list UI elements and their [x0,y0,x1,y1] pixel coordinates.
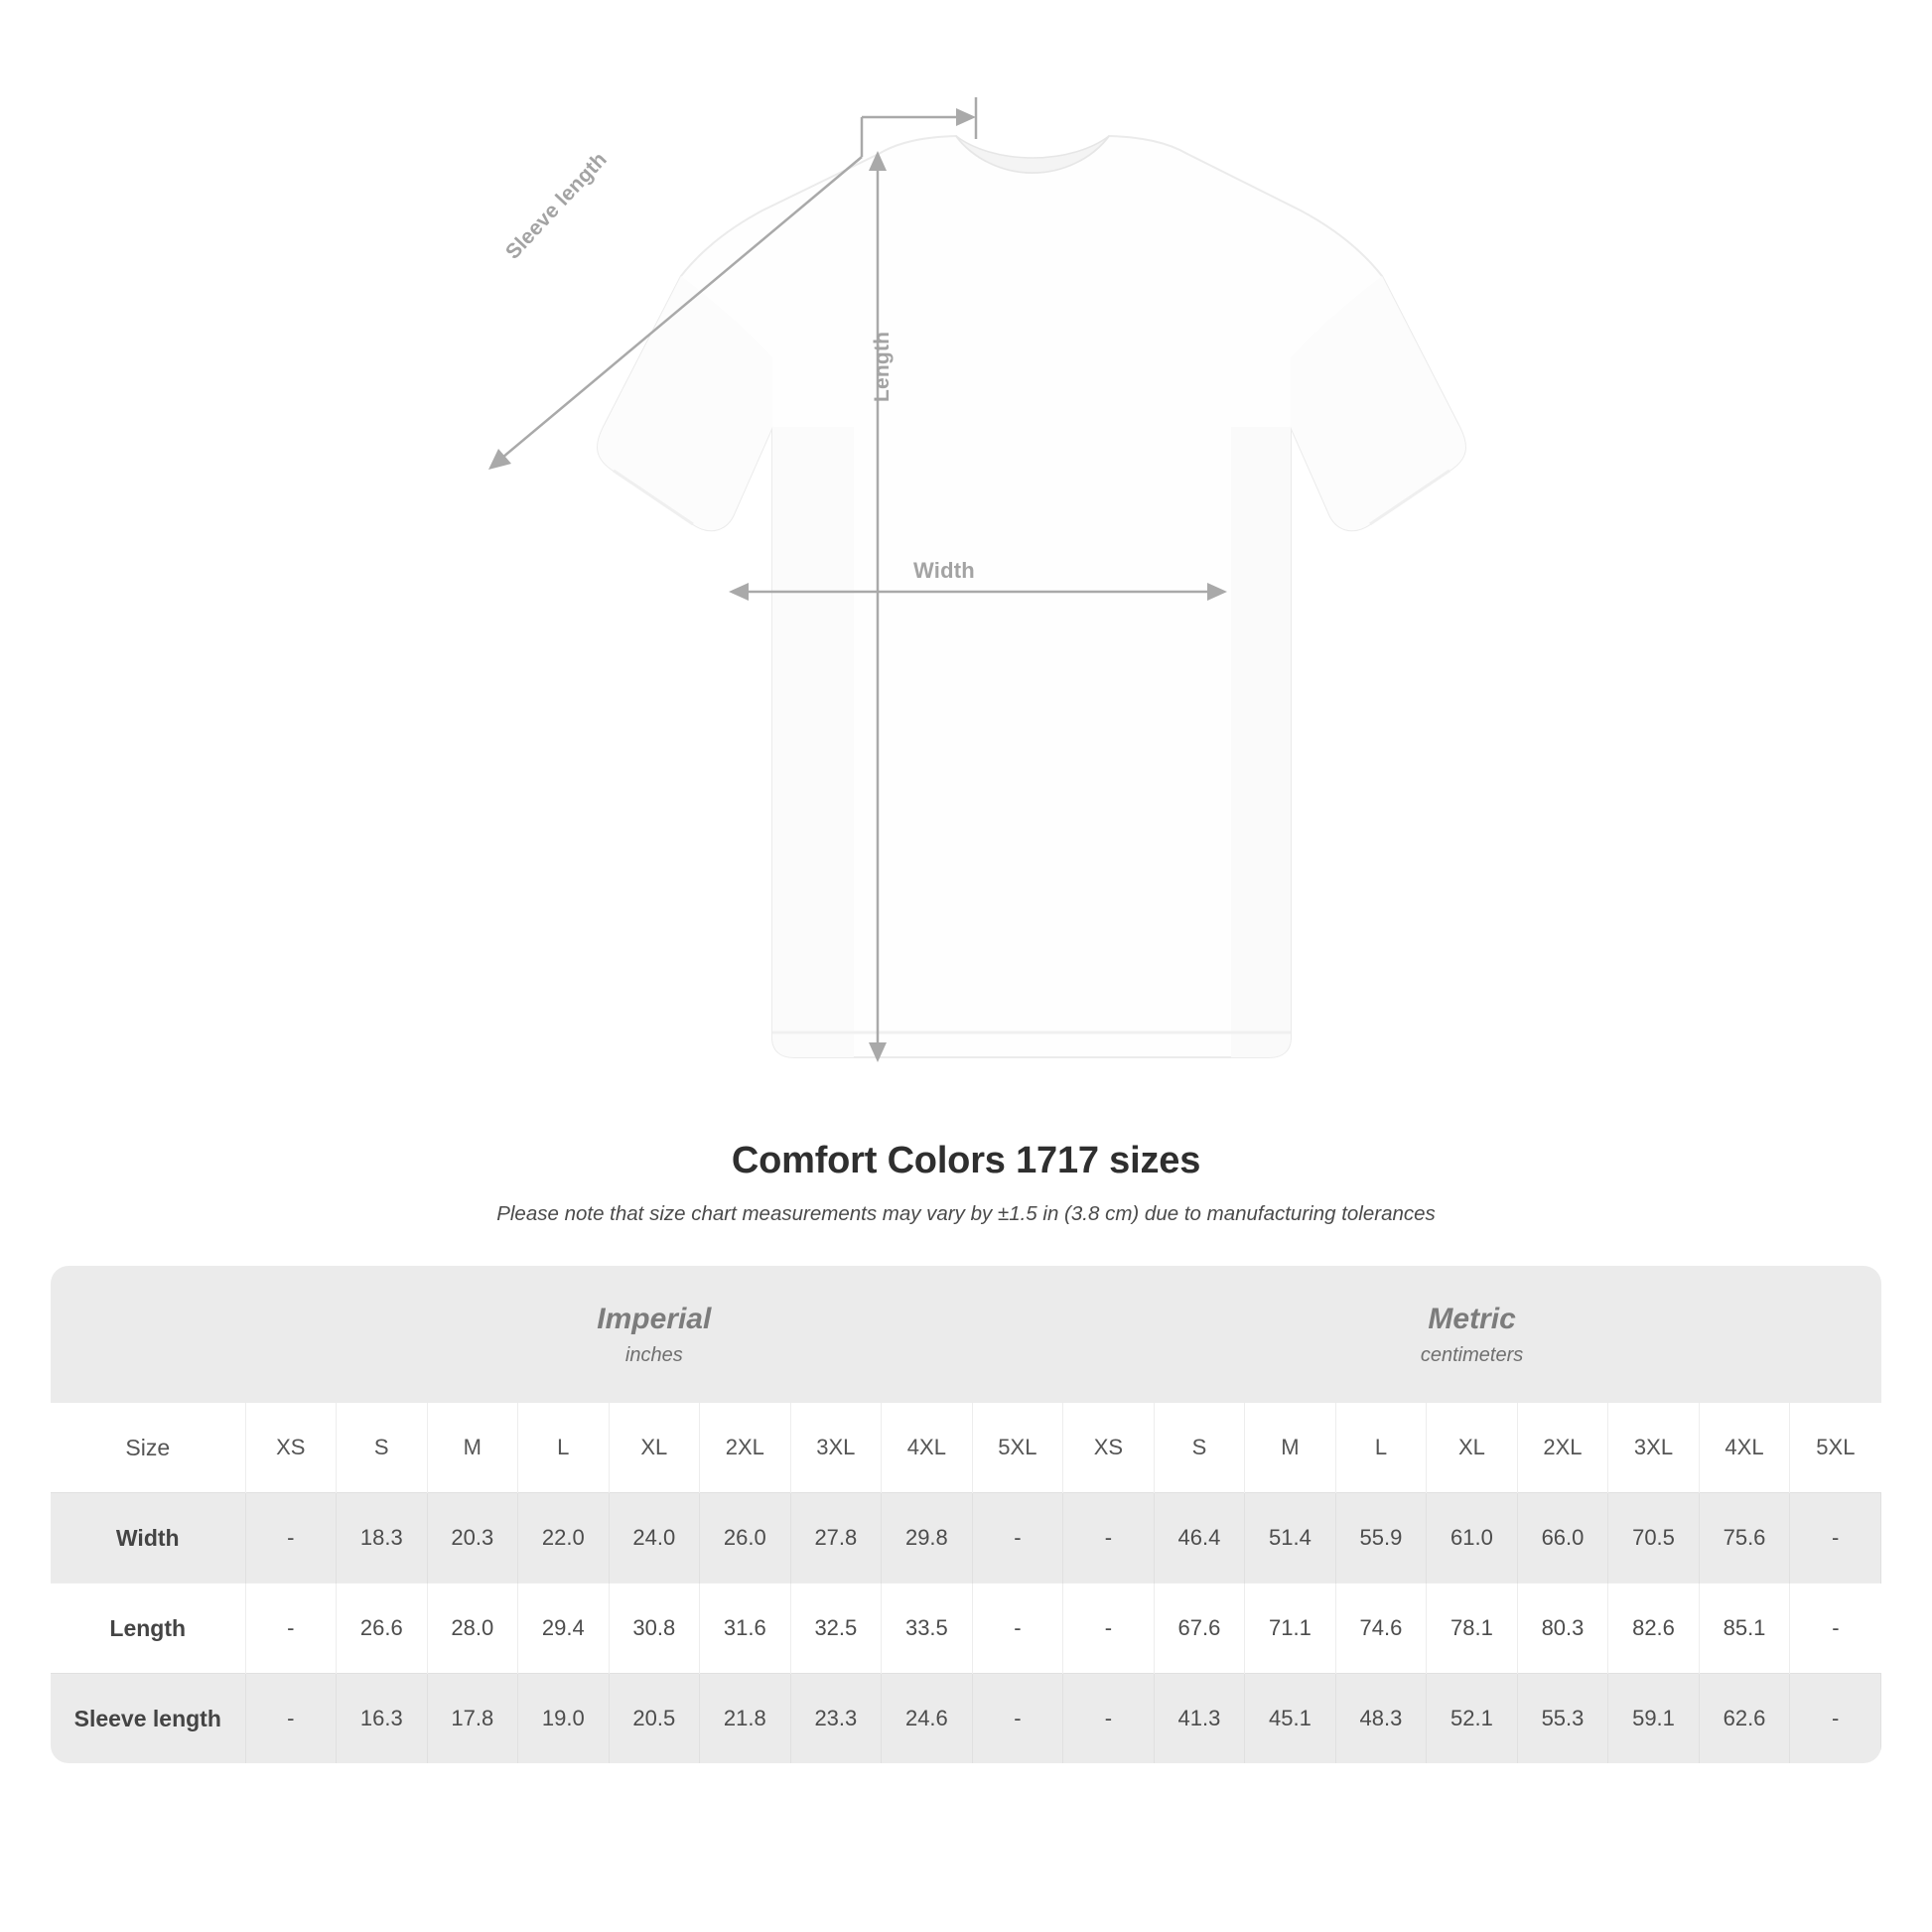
measurement-cell: 21.8 [700,1674,791,1764]
measurement-cell: - [245,1674,337,1764]
measurement-cell: - [1063,1674,1155,1764]
size-header-cell: 3XL [1608,1403,1700,1493]
measurement-cell: 85.1 [1699,1584,1790,1674]
measurement-cell: 27.8 [790,1493,882,1584]
measurement-cell: 16.3 [337,1674,428,1764]
measurement-cell: - [1790,1493,1881,1584]
measurement-cell: 26.0 [700,1493,791,1584]
measurement-cell: - [245,1493,337,1584]
size-header-row [51,1403,1881,1493]
measurement-cell: 61.0 [1427,1493,1518,1584]
measurement-cell: - [972,1674,1063,1764]
unit-name: Metric [1428,1302,1516,1335]
label-sleeve-length: Sleeve length [501,148,612,264]
table-row [51,1674,1881,1764]
unit-subtitle: inches [624,1343,683,1366]
size-header-cell: 3XL [790,1403,882,1493]
size-header-cell: XS [245,1403,337,1493]
table-row [51,1493,1881,1584]
measurement-cell: 26.6 [337,1584,428,1674]
size-header-cell: S [1154,1403,1245,1493]
measurement-cell: 46.4 [1154,1493,1245,1584]
row-label: Sleeve length [51,1674,245,1764]
size-header-cell: XL [609,1403,700,1493]
measurement-cell: 48.3 [1335,1674,1427,1764]
unit-subtitle: centimeters [1420,1343,1524,1366]
measurement-cell: - [245,1584,337,1674]
measurement-cell: 78.1 [1427,1584,1518,1674]
size-header-cell: 2XL [700,1403,791,1493]
unit-header-metric [1063,1266,1881,1403]
unit-header-row [51,1266,1881,1403]
tshirt-shape [598,136,1465,1057]
measurement-cell: 30.8 [609,1584,700,1674]
size-header-cell: L [1335,1403,1427,1493]
measurement-cell: 80.3 [1517,1584,1608,1674]
measurement-cell: - [1063,1584,1155,1674]
size-header-cell: M [427,1403,518,1493]
page-title: Comfort Colors 1717 sizes [731,1140,1201,1181]
measurement-cell: 29.8 [882,1493,973,1584]
row-label: Width [51,1493,245,1584]
measurement-cell: 41.3 [1154,1674,1245,1764]
measurement-cell: - [972,1493,1063,1584]
measurement-cell: 55.9 [1335,1493,1427,1584]
measurement-cell: - [972,1584,1063,1674]
size-header-cell: XS [1063,1403,1155,1493]
measurement-cell: 75.6 [1699,1493,1790,1584]
size-table [51,1266,1881,1763]
tolerance-note: Please note that size chart measurements may vary by ±1.5 in (3.8 cm) due to manufacturing tolerances [496,1202,1436,1225]
measurement-cell: 66.0 [1517,1493,1608,1584]
measurement-cell: 51.4 [1245,1493,1336,1584]
measurement-cell: 24.6 [882,1674,973,1764]
label-length: Length [871,331,894,402]
table-row [51,1584,1881,1674]
size-header-cell: M [1245,1403,1336,1493]
measurement-cell: 18.3 [337,1493,428,1584]
measurement-cell: 20.5 [609,1674,700,1764]
size-header-label: Size [51,1403,245,1493]
measurement-cell: 17.8 [427,1674,518,1764]
unit-header-spacer [51,1266,245,1403]
unit-header-imperial [245,1266,1063,1403]
measurement-cell: 20.3 [427,1493,518,1584]
row-label: Length [51,1584,245,1674]
measurement-cell: 67.6 [1154,1584,1245,1674]
measurement-cell: 23.3 [790,1674,882,1764]
measurement-cell: - [1790,1584,1881,1674]
measurement-cell: 62.6 [1699,1674,1790,1764]
size-header-cell: 2XL [1517,1403,1608,1493]
size-header-cell: 5XL [972,1403,1063,1493]
size-header-cell: 4XL [1699,1403,1790,1493]
size-header-cell: 5XL [1790,1403,1881,1493]
measurement-cell: 45.1 [1245,1674,1336,1764]
size-header-cell: 4XL [882,1403,973,1493]
chart-heading [0,1140,1932,1226]
measurement-cell: - [1063,1493,1155,1584]
measurement-cell: 52.1 [1427,1674,1518,1764]
measurement-cell: 22.0 [518,1493,610,1584]
measurement-cell: 70.5 [1608,1493,1700,1584]
measurement-cell: 29.4 [518,1584,610,1674]
measurement-cell: 32.5 [790,1584,882,1674]
measurement-cell: 59.1 [1608,1674,1700,1764]
size-header-cell: S [337,1403,428,1493]
size-header-cell: XL [1427,1403,1518,1493]
size-table-wrapper [51,1266,1881,1763]
size-header-cell: L [518,1403,610,1493]
measurement-cell: 55.3 [1517,1674,1608,1764]
measurement-cell: 82.6 [1608,1584,1700,1674]
measurement-cell: 71.1 [1245,1584,1336,1674]
measurement-cell: 33.5 [882,1584,973,1674]
measurement-cell: - [1790,1674,1881,1764]
unit-name: Imperial [597,1302,712,1335]
measurement-cell: 74.6 [1335,1584,1427,1674]
measurement-cell: 24.0 [609,1493,700,1584]
measurement-cell: 28.0 [427,1584,518,1674]
label-width: Width [913,558,975,583]
measurement-cell: 31.6 [700,1584,791,1674]
measurement-cell: 19.0 [518,1674,610,1764]
